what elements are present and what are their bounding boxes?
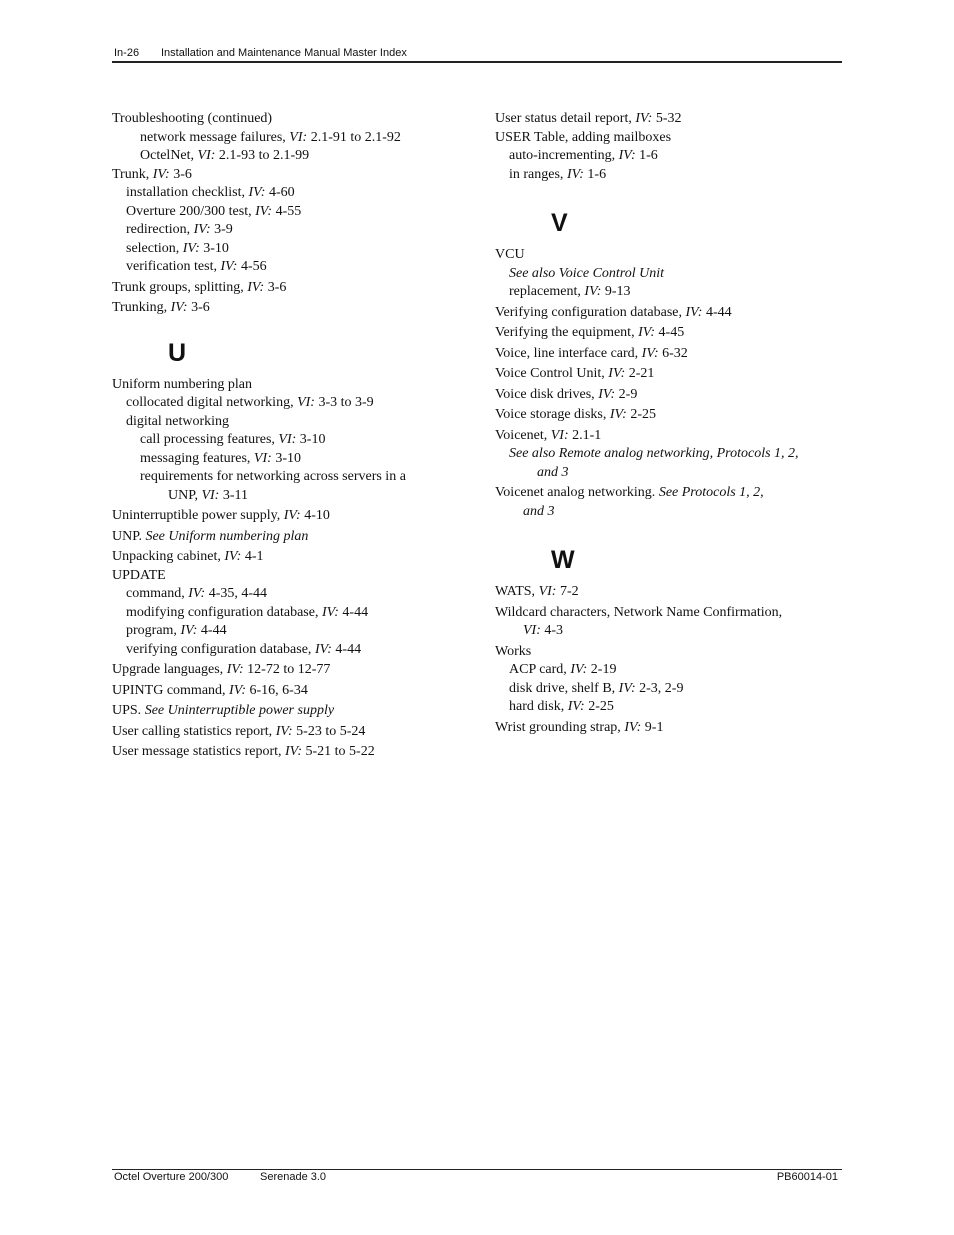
index-entry: Works bbox=[495, 643, 532, 659]
index-subentry: command, IV: 4-35, 4-44 bbox=[126, 586, 268, 601]
index-column-right bbox=[495, 110, 845, 737]
index-subentry: OctelNet, VI: 2.1-93 to 2.1-99 bbox=[140, 148, 310, 163]
index-entry: Upgrade languages, IV: 12-72 to 12-77 bbox=[112, 662, 331, 677]
index-entry: UPINTG command, IV: 6-16, 6-34 bbox=[112, 682, 308, 698]
index-entry: Voicenet, VI: 2.1-1 bbox=[495, 427, 602, 443]
footer-product: Octel Overture 200/300 bbox=[114, 1171, 229, 1183]
index-entry: Wildcard characters, Network Name Confirmation, bbox=[495, 604, 783, 620]
index-subentry: hard disk, IV: 2-25 bbox=[509, 699, 614, 714]
index-subentry: redirection, IV: 3-9 bbox=[126, 222, 233, 237]
footer-release: Serenade 3.0 bbox=[260, 1171, 327, 1183]
index-entry: WATS, VI: 7-2 bbox=[495, 584, 579, 599]
index-subentry: See also Remote analog networking, Protocols 1, 2, bbox=[509, 446, 799, 461]
index-subentry: selection, IV: 3-10 bbox=[126, 240, 229, 256]
index-subentry: disk drive, shelf B, IV: 2-3, 2-9 bbox=[509, 680, 684, 696]
index-subentry: verifying configuration database, IV: 4-44 bbox=[126, 641, 362, 657]
index-subentry: verification test, IV: 4-56 bbox=[126, 259, 267, 274]
index-entry: Voice storage disks, IV: 2-25 bbox=[495, 407, 656, 422]
index-entry: Verifying the equipment, IV: 4-45 bbox=[495, 325, 685, 340]
index-entry: VCU bbox=[495, 247, 525, 262]
index-subentry: modifying configuration database, IV: 4-44 bbox=[126, 604, 369, 620]
index-entry: Trunk groups, splitting, IV: 3-6 bbox=[112, 279, 287, 295]
index-subentry: messaging features, VI: 3-10 bbox=[140, 450, 301, 466]
index-entry: Trunk, IV: 3-6 bbox=[112, 166, 192, 182]
index-subentry: collocated digital networking, VI: 3-3 to 3-9 bbox=[126, 395, 374, 410]
index-entry-continued: VI: 4-3 bbox=[523, 623, 564, 638]
page-number: In-26 bbox=[114, 47, 140, 59]
index-entry: User status detail report, IV: 5-32 bbox=[495, 111, 682, 126]
index-subentry: network message failures, VI: 2.1-91 to 2.1-92 bbox=[140, 129, 401, 145]
index-entry: Uninterruptible power supply, IV: 4-10 bbox=[112, 508, 330, 523]
index-entry: Trunking, IV: 3-6 bbox=[112, 300, 210, 315]
header-rule bbox=[112, 61, 842, 63]
index-entry: Voice Control Unit, IV: 2-21 bbox=[495, 366, 655, 381]
index-subentry: See also Voice Control Unit bbox=[509, 265, 665, 281]
section-letter-w: W bbox=[551, 546, 575, 574]
index-subentry: auto-incrementing, IV: 1-6 bbox=[509, 148, 658, 163]
index-subentry: requirements for networking across servers in a bbox=[140, 469, 406, 484]
index-entry: Troubleshooting (continued) bbox=[112, 111, 273, 126]
index-subentry: Overture 200/300 test, IV: 4-55 bbox=[126, 203, 302, 219]
index-entry: UNP. See Uniform numbering plan bbox=[112, 528, 309, 544]
section-letter-v: V bbox=[551, 209, 568, 237]
index-entry: Wrist grounding strap, IV: 9-1 bbox=[495, 719, 664, 735]
index-subentry: in ranges, IV: 1-6 bbox=[509, 166, 607, 182]
index-entry: Unpacking cabinet, IV: 4-1 bbox=[112, 549, 264, 564]
index-entry: User calling statistics report, IV: 5-23 to 5-24 bbox=[112, 723, 366, 739]
index-entry: Uniform numbering plan bbox=[112, 376, 252, 392]
index-subentry: call processing features, VI: 3-10 bbox=[140, 432, 326, 447]
index-entry: Voice disk drives, IV: 2-9 bbox=[495, 386, 638, 402]
index-subentry: program, IV: 4-44 bbox=[126, 623, 227, 638]
section-letter-u: U bbox=[168, 338, 187, 367]
index-subentry-continued: UNP, VI: 3-11 bbox=[168, 487, 249, 503]
index-entry: Verifying configuration database, IV: 4-44 bbox=[495, 304, 732, 320]
index-entry: UPS. See Uninterruptible power supply bbox=[112, 703, 335, 718]
index-entry-continued: and 3 bbox=[523, 503, 555, 519]
index-entry: UPDATE bbox=[112, 567, 166, 583]
index-entry: Voice, line interface card, IV: 6-32 bbox=[495, 345, 688, 361]
running-title: Installation and Maintenance Manual Master Index bbox=[161, 47, 407, 59]
index-subentry-continued: and 3 bbox=[537, 464, 569, 480]
index-entry: USER Table, adding mailboxes bbox=[495, 129, 672, 145]
footer-doc-number: PB60014-01 bbox=[776, 1171, 838, 1183]
index-subentry: installation checklist, IV: 4-60 bbox=[126, 185, 295, 200]
index-subentry: replacement, IV: 9-13 bbox=[509, 284, 631, 299]
index-subentry: ACP card, IV: 2-19 bbox=[509, 662, 617, 677]
index-subentry: digital networking bbox=[126, 413, 230, 429]
index-column-left bbox=[112, 110, 462, 762]
index-entry: Voicenet analog networking. See Protocols 1, 2, bbox=[495, 485, 764, 500]
footer-rule bbox=[112, 1169, 842, 1170]
index-entry: User message statistics report, IV: 5-21 to 5-22 bbox=[112, 744, 375, 759]
